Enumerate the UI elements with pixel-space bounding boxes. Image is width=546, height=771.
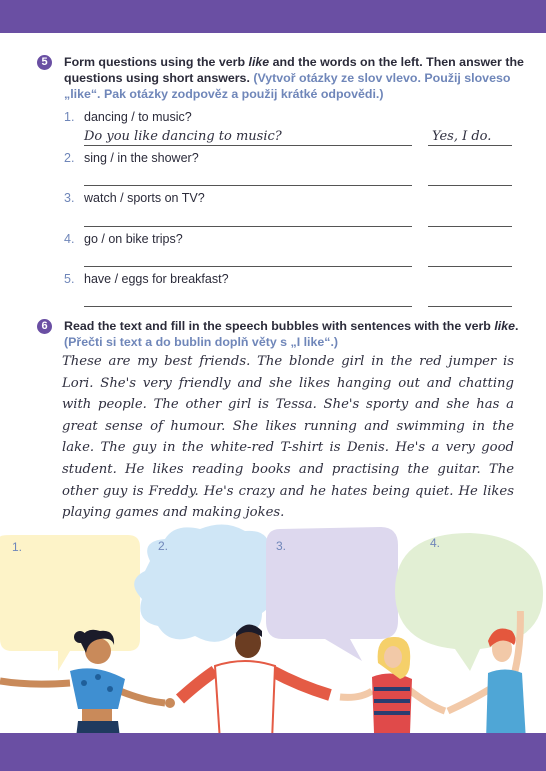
question-line[interactable] xyxy=(84,266,412,267)
item-number: 1. xyxy=(64,110,75,124)
question-line xyxy=(84,145,412,146)
top-banner xyxy=(0,0,546,33)
item-prompt: have / eggs for breakfast? xyxy=(84,272,229,286)
instr-text: . xyxy=(515,319,519,333)
bubble-label-3: 3. xyxy=(276,539,287,553)
instr-verb: like xyxy=(248,55,270,69)
answer-line[interactable] xyxy=(428,266,512,267)
item-number: 3. xyxy=(64,191,75,205)
instr-verb: like xyxy=(494,319,515,333)
item-prompt: go / on bike trips? xyxy=(84,232,183,246)
instr-text: Form questions using the verb xyxy=(64,55,249,69)
bubble-label-1: 1. xyxy=(12,540,23,554)
short-answer-field[interactable]: Yes, I do. xyxy=(432,129,492,144)
question-line[interactable] xyxy=(84,226,412,227)
instr-czech: (Přečti si text a do bublin doplň věty s „I like“.) xyxy=(64,335,339,349)
reading-text: These are my best friends. The blonde girl in the red jumper is Lori. She's very friendly and she likes hanging out and chatting with people. The other girl is Tessa. She's sporty and she has a great sense of humour. She likes running and swimming in the lake. The guy in the white-red T-shirt is Denis. He's a very good student. He likes reading books and practising the guitar. The other guy is Freddy. He's crazy and he hates being quiet. He likes playing games and making jokes. xyxy=(62,354,514,521)
item-prompt: watch / sports on TV? xyxy=(84,191,205,205)
question-line[interactable] xyxy=(84,306,412,307)
answer-line xyxy=(428,145,512,146)
answer-line[interactable] xyxy=(428,306,512,307)
answer-line[interactable] xyxy=(428,226,512,227)
question-item-2 xyxy=(64,151,199,165)
question-answer-field[interactable]: Do you like dancing to music? xyxy=(84,129,282,144)
exercise-6-instructions xyxy=(64,318,524,350)
item-number: 2. xyxy=(64,151,75,165)
question-item-3 xyxy=(64,191,205,205)
instr-text: Read the text and fill in the speech bubbles with sentences with the verb xyxy=(64,319,495,333)
question-line[interactable] xyxy=(84,185,412,186)
question-item-1 xyxy=(64,110,192,124)
bottom-banner xyxy=(0,733,546,771)
question-item-5 xyxy=(64,272,229,286)
question-item-4 xyxy=(64,232,183,246)
bubble-label-2: 2. xyxy=(158,539,169,553)
answer-line[interactable] xyxy=(428,185,512,186)
exercise-5-number: 5 xyxy=(37,55,52,70)
instr-text: and the words on the left. Then answer the questions using short answers. xyxy=(64,55,524,85)
item-number: 4. xyxy=(64,232,75,246)
bubble-label-4: 4. xyxy=(430,536,441,550)
instr-czech: (Vytvoř otázky ze slov vlevo. Použij sloveso „like“. Pak otázky zodpověz a použij krátké odpovědi.) xyxy=(64,71,511,101)
item-prompt: sing / in the shower? xyxy=(84,151,199,165)
item-number: 5. xyxy=(64,272,75,286)
item-prompt: dancing / to music? xyxy=(84,110,192,124)
exercise-5-instructions xyxy=(64,54,524,102)
exercise-6-number: 6 xyxy=(37,319,52,334)
